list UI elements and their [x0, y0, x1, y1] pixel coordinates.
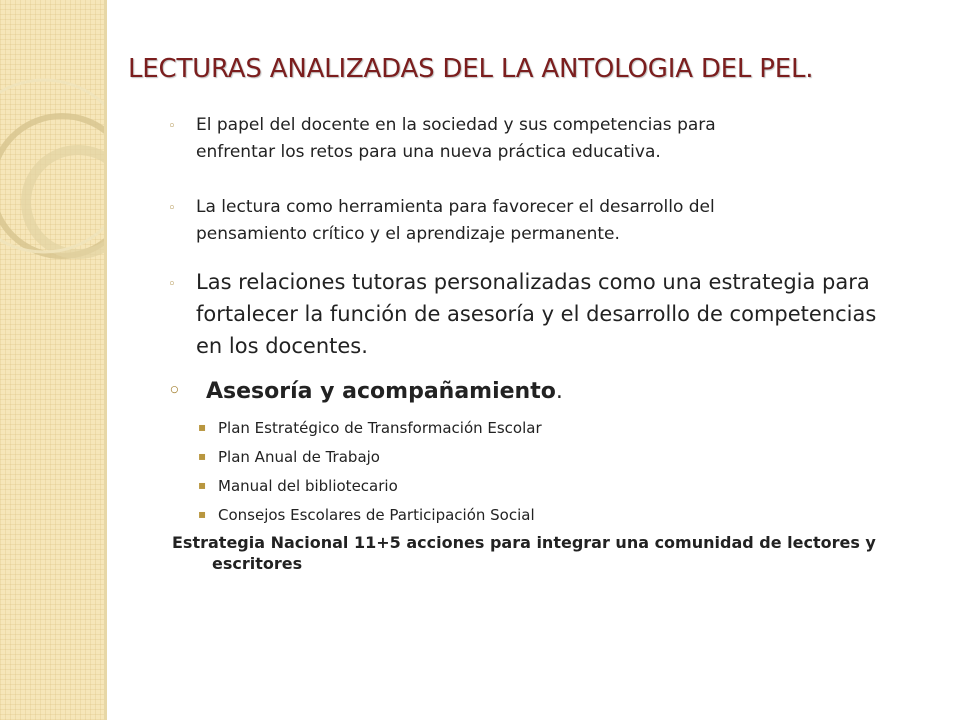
reading-item-1: [168, 112, 766, 166]
section-heading-suffix: .: [555, 379, 563, 404]
list-item-text: Consejos Escolares de Participación Social: [218, 506, 535, 524]
sidebar-circles-graphic: [0, 0, 104, 720]
list-item-text: Manual del bibliotecario: [218, 477, 398, 495]
square-bullet-icon: ▪: [198, 449, 207, 463]
reading-item-text: Las relaciones tutoras personalizadas como una estrategia para fortalecer la función de asesoría y el desarrollo de competencias en los docentes.: [196, 270, 877, 358]
reading-item-3: [168, 266, 896, 362]
list-item: [196, 443, 928, 472]
ring-bullet-icon: ◦: [168, 201, 176, 216]
ring-bullet-icon: ◦: [168, 119, 176, 134]
strategy-note: Estrategia Nacional 11+5 acciones para integrar una comunidad de lectores y escritores: [172, 533, 876, 573]
reading-item-text: La lectura como herramienta para favorecer el desarrollo del pensamiento crítico y el aprendizaje permanente.: [196, 197, 715, 244]
slide-title: LECTURAS ANALIZADAS DEL LA ANTOLOGIA DEL PEL.: [128, 54, 814, 84]
square-bullet-icon: ▪: [198, 420, 207, 434]
document-list: [196, 414, 928, 530]
list-item-text: Plan Estratégico de Transformación Escolar: [218, 419, 542, 437]
list-item: [196, 472, 928, 501]
section-heading: [168, 376, 928, 408]
square-bullet-icon: ▪: [198, 478, 207, 492]
list-item-text: Plan Anual de Trabajo: [218, 448, 380, 466]
decorative-sidebar: [0, 0, 107, 720]
ring-bullet-icon: ◦: [168, 378, 181, 402]
section-heading-text: Asesoría y acompañamiento: [206, 379, 556, 404]
slide-content: [168, 112, 928, 574]
list-item: [196, 414, 928, 443]
reading-item-2: [168, 194, 766, 248]
list-item: [196, 501, 928, 530]
reading-item-text: El papel del docente en la sociedad y sus competencias para enfrentar los retos para una nueva práctica educativa.: [196, 115, 716, 162]
square-bullet-icon: ▪: [198, 507, 207, 521]
ring-bullet-icon: ◦: [168, 277, 176, 292]
